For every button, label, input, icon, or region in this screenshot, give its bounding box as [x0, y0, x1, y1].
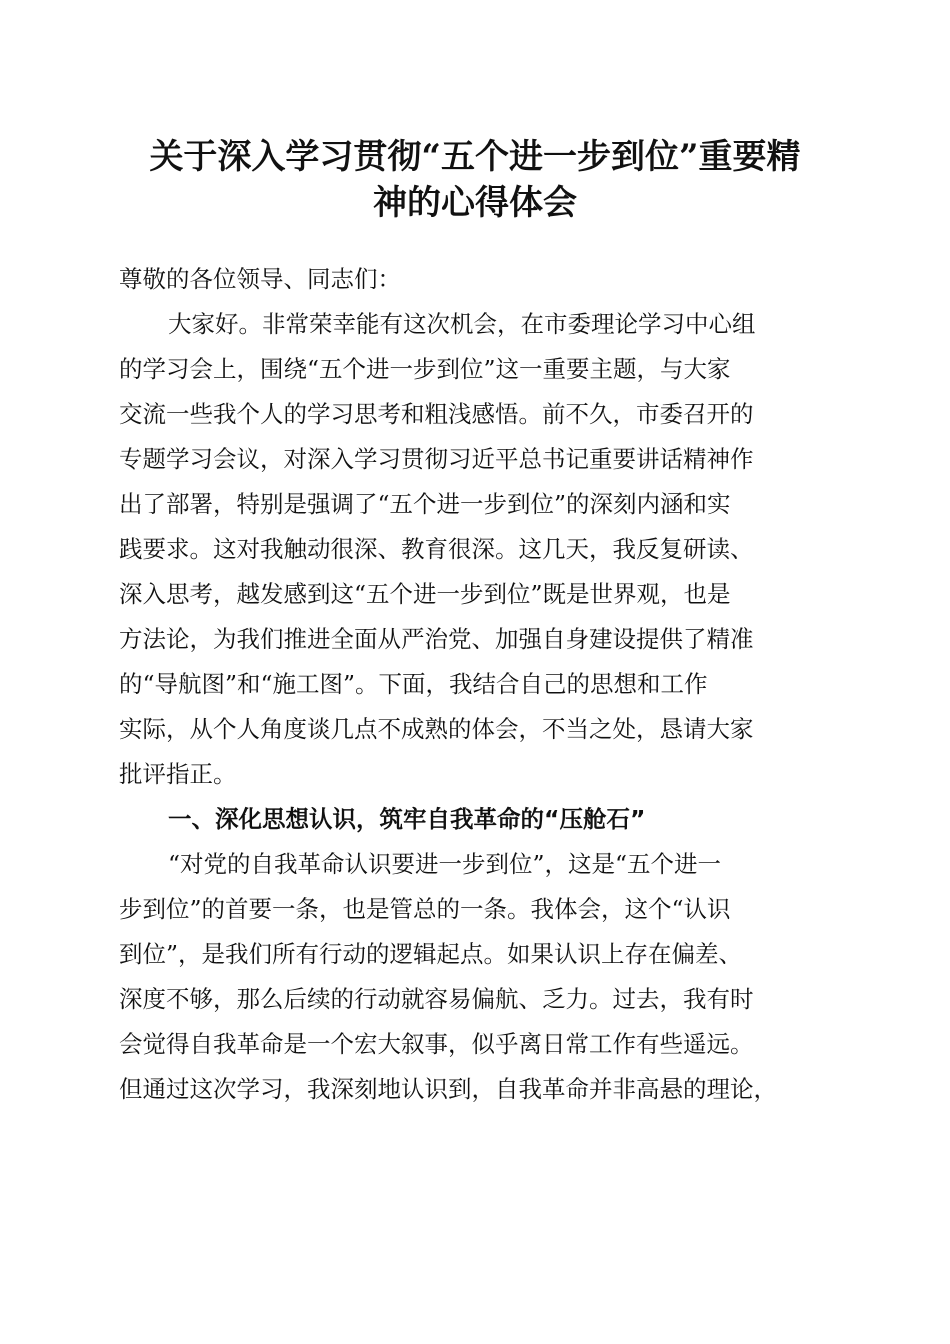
paragraph-line: 出了部署，特别是强调了“五个进一步到位”的深刻内涵和实	[119, 490, 731, 518]
paragraph-line: 批评指正。	[119, 760, 237, 788]
title-line: 神的心得体会	[373, 183, 577, 223]
paragraph-line: 步到位”的首要一条，也是管总的一条。我体会，这个“认识	[119, 895, 731, 923]
paragraph-line: 大家好。非常荣幸能有这次机会，在市委理论学习中心组	[168, 310, 756, 338]
paragraph-line: 但通过这次学习，我深刻地认识到，自我革命并非高悬的理论，	[119, 1075, 777, 1103]
paragraph-line: 专题学习会议，对深入学习贯彻习近平总书记重要讲话精神作	[119, 445, 754, 473]
paragraph-line: 实际，从个人角度谈几点不成熟的体会，不当之处，恳请大家	[119, 715, 754, 743]
paragraph-line: 的学习会上，围绕“五个进一步到位”这一重要主题，与大家	[119, 355, 731, 383]
paragraph-line: “对党的自我革命认识要进一步到位”，这是“五个进一	[168, 850, 722, 878]
paragraph-line: 到位”，是我们所有行动的逻辑起点。如果认识上存在偏差、	[119, 940, 743, 968]
paragraph-line: 深度不够，那么后续的行动就容易偏航、乏力。过去，我有时	[119, 985, 754, 1013]
title-line: 关于深入学习贯彻“五个进一步到位”重要精	[149, 137, 801, 177]
paragraph-intro	[119, 302, 831, 797]
document-title	[100, 134, 850, 226]
paragraph-section-1	[119, 842, 831, 1112]
paragraph-line: 践要求。这对我触动很深、教育很深。这几天，我反复研读、	[119, 535, 754, 563]
paragraph-line: 方法论，为我们推进全面从严治党、加强自身建设提供了精准	[119, 625, 754, 653]
section-heading: 一、深化思想认识，筑牢自我革命的“压舱石”	[168, 805, 646, 833]
document-body	[119, 257, 831, 1112]
paragraph-line: 交流一些我个人的学习思考和粗浅感悟。前不久，市委召开的	[119, 400, 754, 428]
paragraph-line: 会觉得自我革命是一个宏大叙事，似乎离日常工作有些遥远。	[119, 1030, 754, 1058]
paragraph-line: 深入思考，越发感到这“五个进一步到位”既是世界观，也是	[119, 580, 731, 608]
paragraph-line: 的“导航图”和“施工图”。下面，我结合自己的思想和工作	[119, 670, 708, 698]
salutation: 尊敬的各位领导、同志们：	[119, 265, 401, 293]
